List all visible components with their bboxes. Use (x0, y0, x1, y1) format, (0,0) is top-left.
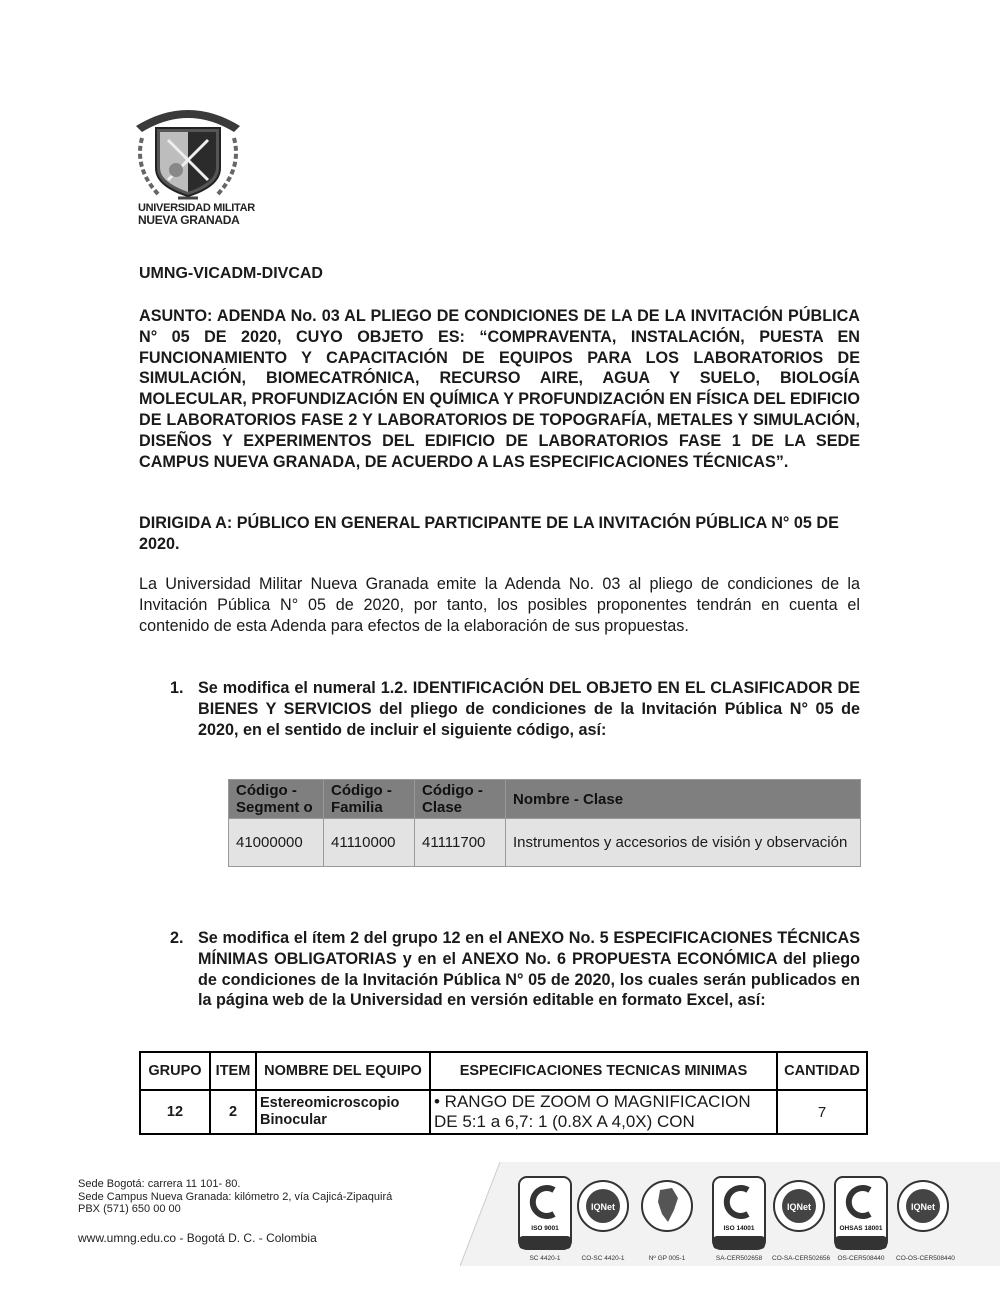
cert-label: ISO 14001 (723, 1225, 755, 1232)
list-item (170, 928, 860, 1011)
table-header: Código - Segment o (229, 780, 324, 819)
table-header: CANTIDAD (777, 1052, 867, 1090)
footer-line: Sede Campus Nueva Granada: kilómetro 2, vía Cajicá-Zipaquirá (78, 1190, 393, 1203)
cert-code: SA-CER502658 (715, 1255, 763, 1262)
cert-label: IQNet (910, 1202, 936, 1212)
list-item-number: 1. (170, 679, 184, 697)
spec-line: DE 5:1 a 6,7: 1 (0.8X A 4,0X) CON (434, 1112, 695, 1131)
directed-to: DIRIGIDA A: PÚBLICO EN GENERAL PARTICIPANTE DE LA INVITACIÓN PÚBLICA N° 05 DE 2020. (139, 514, 839, 553)
table-header: GRUPO (140, 1052, 210, 1090)
certification-badge (518, 1176, 572, 1262)
spec-line: • RANGO DE ZOOM O MAGNIFICACION (434, 1092, 751, 1111)
list-item-number: 2. (170, 929, 184, 947)
footer-line: Sede Bogotá: carrera 11 101- 80. (78, 1178, 241, 1190)
table-header: Código - Clase (415, 780, 506, 819)
list-item-text: Se modifica el numeral 1.2. IDENTIFICACIÓN DEL OBJETO EN EL CLASIFICADOR DE BIENES Y SERVICIOS del pliego de condiciones de la Invitación Pública N° 05 de 2020, en el sentido de incluir el siguiente código, así: (198, 679, 860, 739)
cert-label: IQNet (786, 1202, 812, 1212)
list-item (170, 678, 860, 740)
table-cell (430, 1090, 777, 1134)
university-crest-icon (128, 98, 248, 203)
table-header-row (229, 780, 861, 819)
iqnet-icon (772, 1176, 826, 1250)
cert-label: ISO 9001 (531, 1225, 559, 1232)
table-cell: 7 (777, 1090, 867, 1134)
table-header: NOMBRE DEL EQUIPO (256, 1052, 430, 1090)
table-cell: 12 (140, 1090, 210, 1134)
table-header: ESPECIFICACIONES TECNICAS MINIMAS (430, 1052, 777, 1090)
table-cell: Estereomicroscopio Binocular (256, 1090, 430, 1134)
certification-badge (834, 1176, 888, 1262)
footer-line: PBX (571) 650 00 00 (78, 1203, 181, 1215)
table-header: Nombre - Clase (506, 780, 861, 819)
icontec-icon (712, 1176, 766, 1250)
document-reference: UMNG-VICADM-DIVCAD (139, 265, 323, 282)
intro-paragraph: La Universidad Militar Nueva Granada emite la Adenda No. 03 al pliego de condiciones de la Invitación Pública N° 05 de 2020, por tanto, los posibles proponentes tendrán en cuenta el contenido de esta Adenda para efectos de la elaboración de sus propuestas. (139, 575, 860, 635)
table-header: Código - Familia (324, 780, 415, 819)
document-subject: ASUNTO: ADENDA No. 03 AL PLIEGO DE CONDICIONES DE LA DE LA INVITACIÓN PÚBLICA N° 05 DE 2020, CUYO OBJETO ES: “COMPRAVENTA, INSTALACIÓN, PUESTA EN FUNCIONAMIENTO Y CAPACITACIÓN DE EQUIPOS PARA LOS LABORATORIOS DE SIMULACIÓN, BIOMECATRÓNICA, RECURSO AIRE, AGUA Y SUELO, BIOLOGÍA MOLECULAR, PROFUNDIZACIÓN EN QUÍMICA Y PROFUNDIZACIÓN EN FÍSICA DEL EDIFICIO DE LABORATORIOS FASE 2 Y LABORATORIOS DE TOPOGRAFÍA, METALES Y SIMULACIÓN, DISEÑOS Y EXPERIMENTOS DEL EDIFICIO DE LABORATORIOS FASE 1 DE LA SEDE CAMPUS NUEVA GRANADA, DE ACUERDO A LAS ESPECIFICACIONES TÉCNICAS”. (139, 307, 860, 471)
iqnet-icon (896, 1176, 950, 1250)
cert-code: CO-OS-CER508440 (896, 1255, 955, 1262)
list-item-text: Se modifica el ítem 2 del grupo 12 en el ANEXO No. 5 ESPECIFICACIONES TÉCNICAS MÍNIMAS OBLIGATORIAS y en el ANEXO No. 6 PROPUESTA ECONÓMICA del pliego de condiciones de la Invitación Pública N° 05 de 2020, los cuales serán publicados en la página web de la Universidad en versión editable en formato Excel, así: (198, 929, 860, 1010)
certification-badge (640, 1176, 694, 1262)
table-cell: Instrumentos y accesorios de visión y observación (506, 819, 861, 867)
cert-code: CO-SC 4420-1 (581, 1255, 625, 1262)
certification-badge (712, 1176, 766, 1262)
classifier-code-table (228, 779, 861, 867)
cert-code: OS-CER508440 (837, 1255, 885, 1262)
cert-code: SC 4420-1 (529, 1255, 561, 1262)
certification-badge (896, 1176, 955, 1262)
icontec-icon (518, 1176, 572, 1250)
table-cell: 41110000 (324, 819, 415, 867)
table-cell: 41000000 (229, 819, 324, 867)
certification-badge (772, 1176, 831, 1262)
certification-badge (576, 1176, 630, 1262)
iqnet-icon (576, 1176, 630, 1250)
icontec-icon (834, 1176, 888, 1250)
table-cell: 41111700 (415, 819, 506, 867)
colombia-map-icon (640, 1176, 694, 1250)
university-name-line2: NUEVA GRANADA (138, 213, 240, 227)
table-row (140, 1090, 867, 1134)
table-header: ITEM (210, 1052, 256, 1090)
table-row (229, 819, 861, 867)
cert-label: IQNet (590, 1202, 616, 1212)
table-header-row (140, 1052, 867, 1090)
footer-website: www.umng.edu.co - Bogotá D. C. - Colombia (78, 1231, 317, 1245)
table-cell: 2 (210, 1090, 256, 1134)
cert-code: CO-SA-CER502656 (772, 1255, 831, 1262)
university-name (138, 202, 255, 226)
footer-address (78, 1178, 392, 1216)
cert-label: OHSAS 18001 (839, 1225, 883, 1232)
technical-spec-table (139, 1051, 868, 1135)
university-name-line1: UNIVERSIDAD MILITAR (138, 202, 255, 214)
cert-code: Nº GP 005-1 (648, 1255, 686, 1262)
